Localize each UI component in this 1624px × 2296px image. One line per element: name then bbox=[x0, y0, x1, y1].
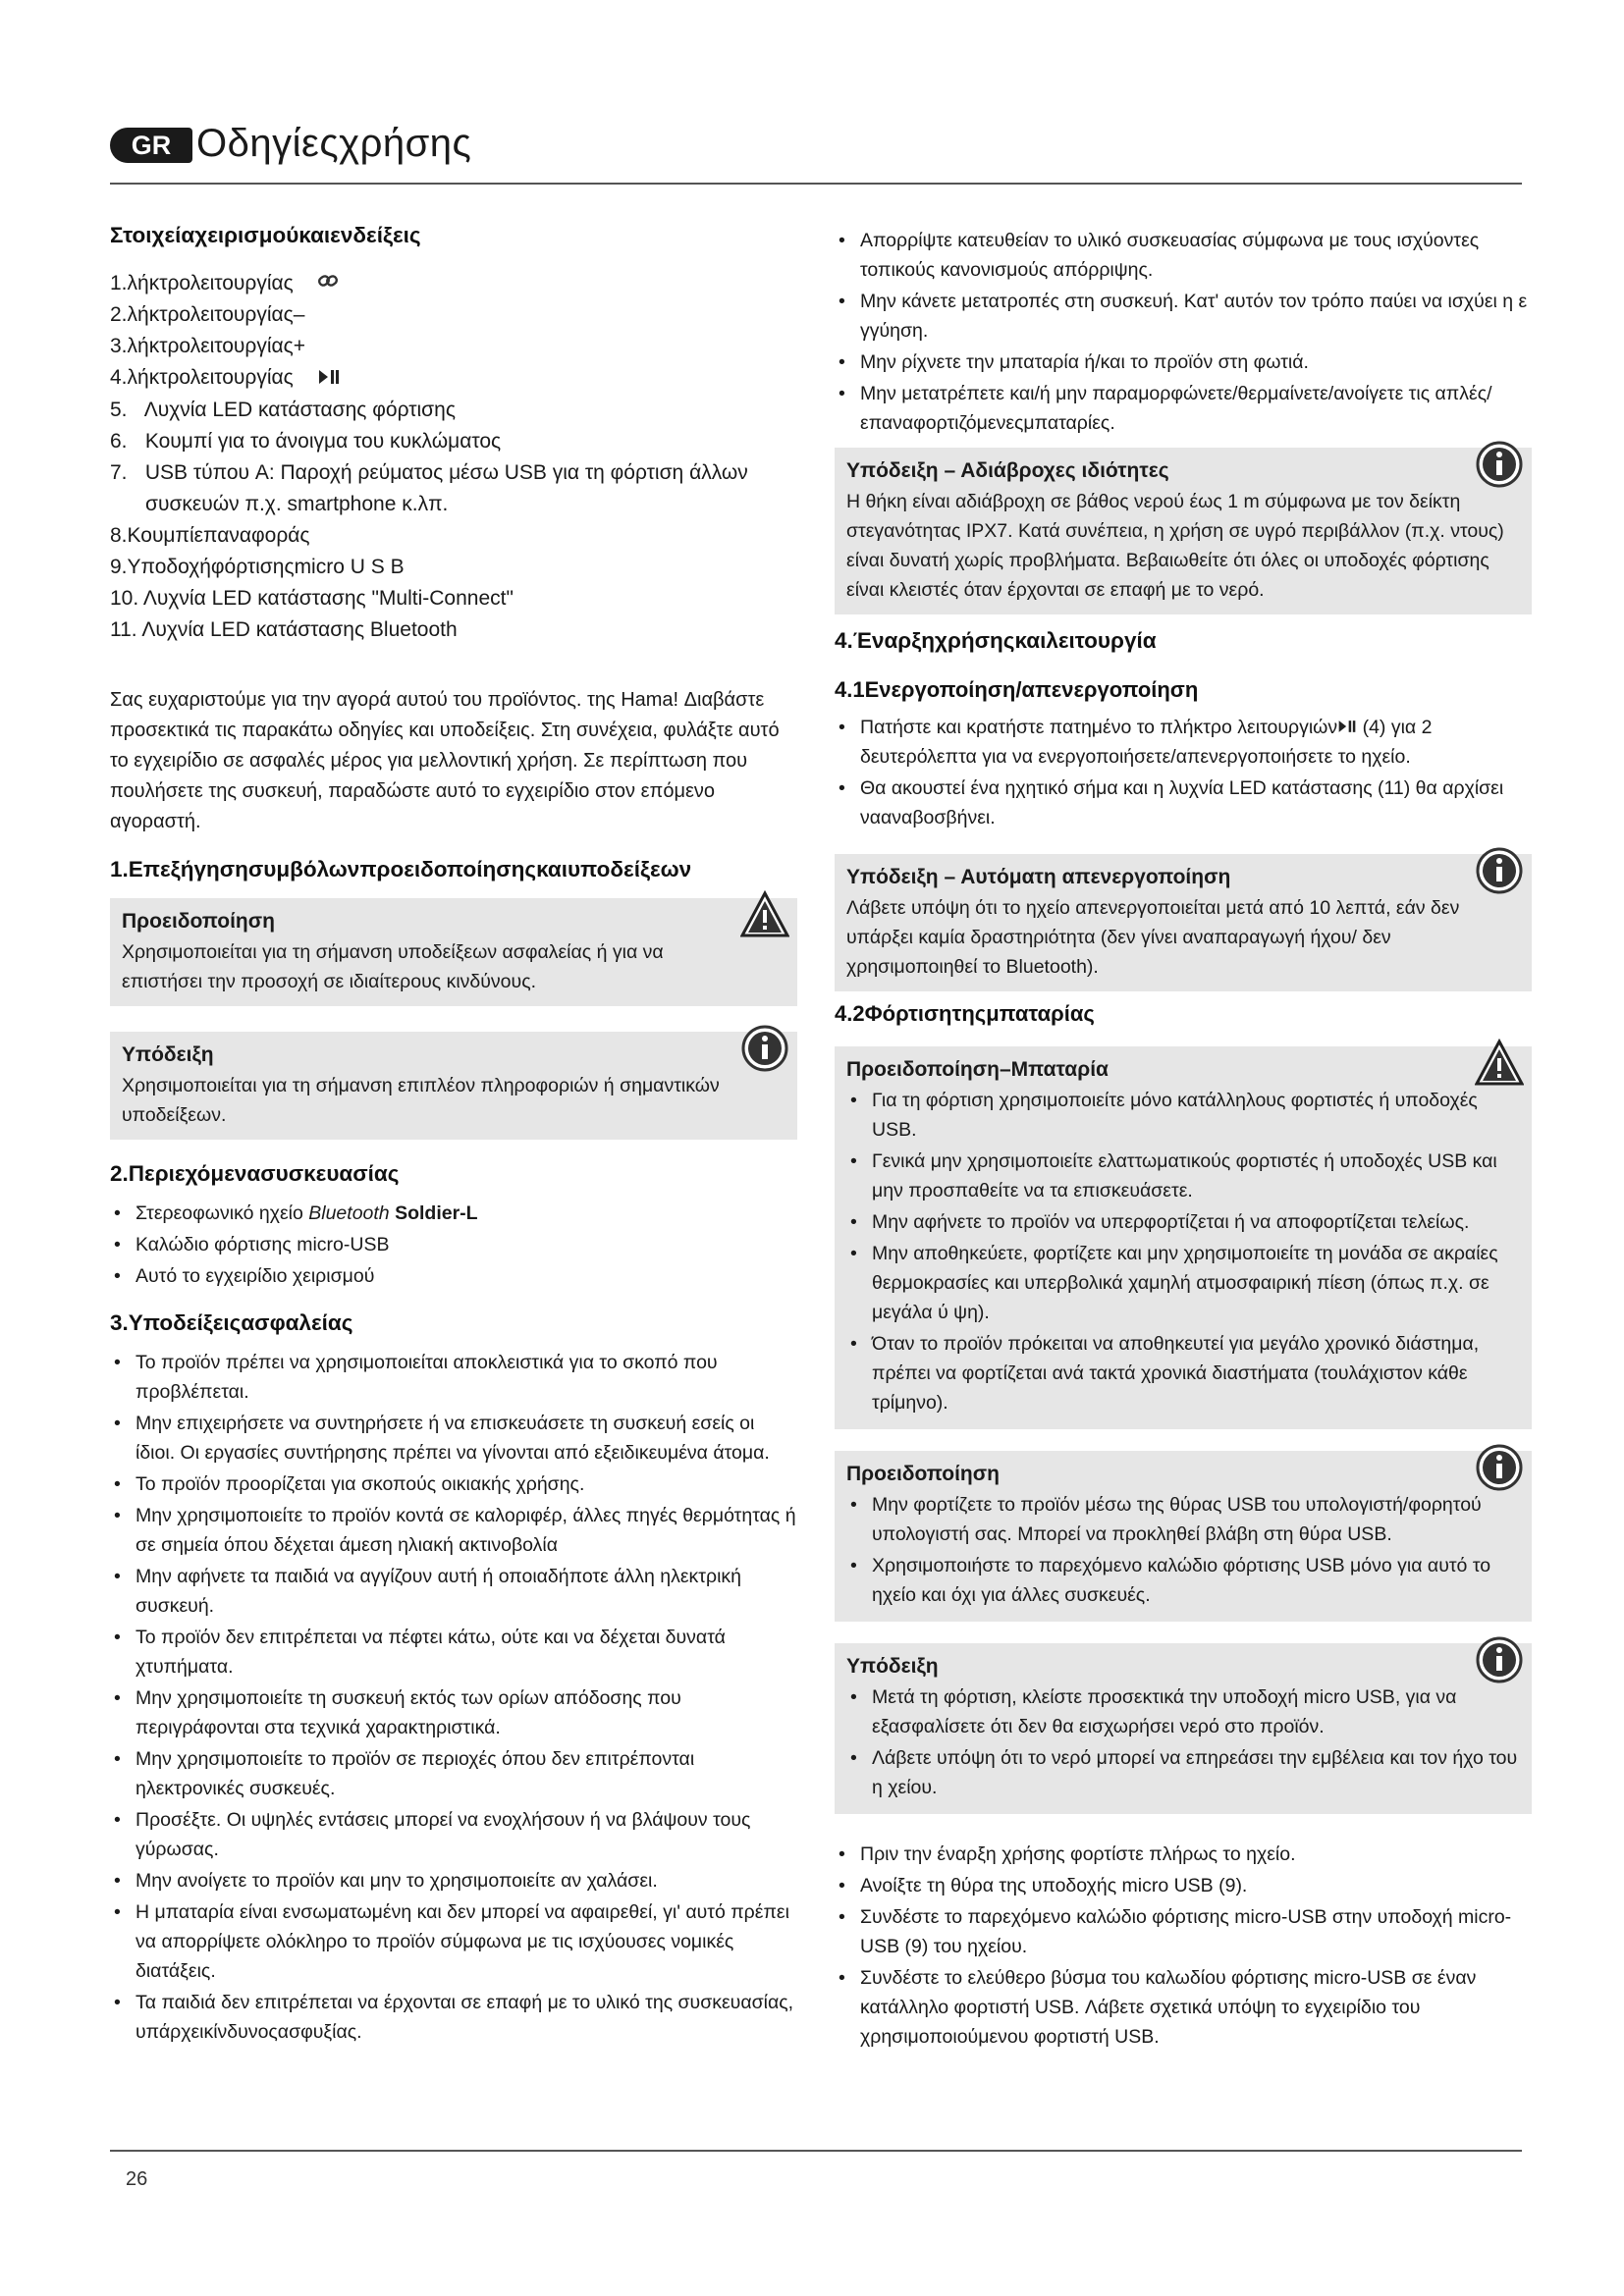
usb-warning-box bbox=[835, 1451, 1532, 1622]
safety-item: • Μην κάνετε μετατροπές στη συσκευή. Κατ' αυτόν τον τρόπο παύει να ισχύει η ε γγύηση. bbox=[835, 287, 1532, 346]
usb-warning-item: • Μην φορτίζετε το προϊόν μέσω της θύρας USB του υπολογιστή/φορητού υπολογιστή σας. Μπορεί να προκληθεί βλάβη στη θύρα USB. bbox=[846, 1490, 1522, 1549]
battery-warning-item: • Όταν το προϊόν πρόκειται να αποθηκευτεί για μεγάλο χρονικό διάστημα, πρέπει να φορτίζεται ανά τακτά χρονικά διαστήματα (τουλάχιστον κάθε τρίμηνο). bbox=[846, 1329, 1522, 1417]
safety-item: • Απορρίψτε κατευθείαν το υλικό συσκευασίας σύμφωνα με τους ισχύοντες τοπικούς κανονισμούς απόρριψης. bbox=[835, 226, 1532, 285]
section-3-heading: 3.Υποδείξειςασφαλείας bbox=[110, 1309, 353, 1335]
auto-off-note-box bbox=[835, 854, 1532, 991]
usb-warning-item: • Χρησιμοποιήστε το παρεχόμενο καλώδιο φόρτισης USB μόνο για αυτό το ηχείο και όχι για άλλες συσκευές. bbox=[846, 1551, 1522, 1610]
section-4-1-heading: 4.1Ενεργοποίηση/απενεργοποίηση bbox=[835, 677, 1199, 702]
right-column bbox=[835, 226, 1532, 2054]
charging-step: • Ανοίξτε τη θύρα της υποδοχής micro USB (9). bbox=[835, 1871, 1532, 1900]
safety-list bbox=[110, 1348, 797, 2047]
safety-list-continued bbox=[835, 226, 1532, 438]
warning-title: Προειδοποίηση bbox=[122, 909, 275, 933]
safety-item: • Μην επιχειρήσετε να συντηρήσετε ή να επισκευάσετε τη συσκευή εσείς οι ίδιοι. Οι εργασίες συντήρησης πρέπει να γίνονται από εξειδικευμένα άτομα. bbox=[110, 1409, 797, 1468]
waterproof-text: Η θήκη είναι αδιάβροχη σε βάθος νερού έως 1 m σύμφωνα με τον δείκτη στεγανότητας IPX7. Κατά συνέπεια, η χρήση σε υγρό περιβάλλον (π.χ. ντους) είναι δυνατή χωρίς προβλήματα. Βεβαιωθείτε ότι όλες οι υποδοχές φόρτισης είναι κλειστές όταν έρχονται σε επαφή με το νερό. bbox=[846, 491, 1504, 601]
safety-item: • Το προϊόν πρέπει να χρησιμοποιείται αποκλειστικά για το σκοπό που προβλέπεται. bbox=[110, 1348, 797, 1407]
charge-note-item: • Μετά τη φόρτιση, κλείστε προσεκτικά την υποδοχή micro USB, για να εξασφαλίσετε ότι δεν θα εισχωρήσει νερό στο προϊόν. bbox=[846, 1682, 1522, 1741]
header-divider bbox=[110, 183, 1522, 185]
package-item: • Στερεοφωνικό ηχείο Bluetooth Soldier-L bbox=[110, 1199, 797, 1228]
control-item: 4.λήκτρολειτουργίας bbox=[110, 362, 797, 394]
play-pause-icon bbox=[1337, 717, 1357, 738]
safety-item: • Μην χρησιμοποιείτε το προϊόν κοντά σε καλοριφέρ, άλλες πηγές θερμότητας ή σε σημεία όπου δέχεται άμεση ηλιακή ακτινοβολία bbox=[110, 1501, 797, 1560]
safety-item: • Προσέξτε. Οι υψηλές εντάσεις μπορεί να ενοχλήσουν ή να βλάψουν τους γύρωσας. bbox=[110, 1805, 797, 1864]
control-item: 6. Κουμπί για το άνοιγμα του κυκλώματος bbox=[110, 429, 502, 453]
control-item: 2.λήκτρολειτουργίας– bbox=[110, 303, 305, 327]
language-badge: GR bbox=[110, 128, 192, 163]
safety-item: • Μην χρησιμοποιείτε το προϊόν σε περιοχές όπου δεν επιτρέπονται ηλεκτρονικές συσκευές. bbox=[110, 1744, 797, 1803]
safety-item: • Η μπαταρία είναι ενσωματωμένη και δεν μπορεί να αφαιρεθεί, γι' αυτό πρέπει να απορρίψετε ολόκληρο το προϊόν σύμφωνα με τις ισχύουσες νομικές διατάξεις. bbox=[110, 1897, 797, 1986]
intro-paragraph: Σας ευχαριστούμε για την αγορά αυτού του προϊόντος. της Hama! Διαβάστε προσεκτικά τις παρακάτω οδηγίες και υποδείξεις. Στη συνέχεια, φυλάξτε αυτό το εγχειρίδιο σε ασφαλές μέρος για μελλοντική χρήση. Σε περίπτωση που πουλήσετε της συσκευή, παραδώστε αυτό το εγχειρίδιο στον επόμενο αγοραστή. bbox=[110, 688, 780, 832]
controls-heading: Στοιχείαχειρισμούκαιενδείξεις bbox=[110, 223, 421, 247]
info-icon bbox=[1475, 1443, 1524, 1492]
charging-step: • Συνδέστε το παρεχόμενο καλώδιο φόρτισης micro-USB στην υποδοχή micro-USB (9) του ηχείου. bbox=[835, 1902, 1532, 1961]
battery-warning-list bbox=[846, 1086, 1522, 1417]
battery-warning-box bbox=[835, 1046, 1532, 1429]
charge-note-box bbox=[835, 1643, 1532, 1814]
waterproof-title: Υπόδειξη – Αδιάβροχες ιδιότητες bbox=[846, 459, 1169, 482]
warning-triangle-icon bbox=[740, 890, 789, 939]
charge-note-item: • Λάβετε υπόψη ότι το νερό μπορεί να επηρεάσει την εμβέλεια και τον ήχο του η χείου. bbox=[846, 1743, 1522, 1802]
warning-box bbox=[110, 898, 797, 1006]
info-icon bbox=[1475, 846, 1524, 895]
waterproof-note-box bbox=[835, 448, 1532, 614]
section-4-heading: 4.Έναρξηχρήσηςκαιλειτουργία bbox=[835, 628, 1157, 653]
page-header bbox=[110, 116, 1522, 185]
note-text: Χρησιμοποιείται για τη σήμανση επιπλέον πληροφοριών ή σημαντικών υποδείξεων. bbox=[122, 1074, 720, 1126]
left-column bbox=[110, 221, 797, 2049]
battery-warning-item: • Για τη φόρτιση χρησιμοποιείτε μόνο κατάλληλους φορτιστές ή υποδοχές USB. bbox=[846, 1086, 1522, 1145]
safety-item: • Μην αφήνετε τα παιδιά να αγγίζουν αυτή ή οποιαδήποτε άλλη ηλεκτρική συσκευή. bbox=[110, 1562, 797, 1621]
info-icon bbox=[1475, 1635, 1524, 1684]
power-list bbox=[835, 713, 1532, 832]
control-item: 5. Λυχνία LED κατάστασης φόρτισης bbox=[110, 398, 456, 421]
info-icon bbox=[740, 1024, 789, 1073]
page-number: 26 bbox=[126, 2168, 148, 2190]
package-item: • Καλώδιο φόρτισης micro-USB bbox=[110, 1230, 797, 1259]
control-item: 11. Λυχνία LED κατάστασης Bluetooth bbox=[110, 617, 458, 641]
safety-item: • Το προϊόν δεν επιτρέπεται να πέφτει κάτω, ούτε και να δέχεται δυνατά χτυπήματα. bbox=[110, 1623, 797, 1682]
control-item-continued: συσκευών π.χ. smartphone κ.λπ. bbox=[145, 492, 449, 515]
power-item: • Θα ακουστεί ένα ηχητικό σήμα και η λυχνία LED κατάστασης (11) θα αρχίσει νααναβοσβήνει. bbox=[835, 774, 1532, 832]
section-4-2-heading: 4.2Φόρτισητηςμπαταρίας bbox=[835, 1001, 1095, 1026]
page-title: Οδηγίεςχρήσης bbox=[196, 122, 472, 165]
warning-triangle-icon bbox=[1475, 1039, 1524, 1088]
control-item: 7. USB τύπου A: Παροχή ρεύματος μέσω USB για τη φόρτιση άλλων bbox=[110, 460, 748, 484]
safety-item: • Το προϊόν προορίζεται για σκοπούς οικιακής χρήσης. bbox=[110, 1469, 797, 1499]
safety-item: • Μην μετατρέπετε και/ή μην παραμορφώνετε/θερμαίνετε/ανοίγετε τις απλές/ επαναφορτιζόμενεςμπαταρίες. bbox=[835, 379, 1532, 438]
play-pause-icon bbox=[317, 363, 341, 395]
battery-warning-title: Προειδοποίηση–Μπαταρία bbox=[846, 1058, 1109, 1081]
package-item: • Αυτό το εγχειρίδιο χειρισμού bbox=[110, 1261, 797, 1291]
note-title: Υπόδειξη bbox=[122, 1042, 214, 1066]
usb-warning-title: Προειδοποίηση bbox=[846, 1463, 1000, 1485]
control-item: 9.Υποδοχήφόρτισηςmicro U S B bbox=[110, 555, 405, 578]
charge-note-list bbox=[846, 1682, 1522, 1802]
charge-note-title: Υπόδειξη bbox=[846, 1655, 939, 1678]
charging-steps-list bbox=[835, 1840, 1532, 2052]
usb-warning-list bbox=[846, 1490, 1522, 1610]
link-icon bbox=[317, 268, 339, 299]
battery-warning-item: • Μην αποθηκεύετε, φορτίζετε και μην χρησιμοποιείτε τη μονάδα σε ακραίες θερμοκρασίες και υπερβολικά χαμηλή ατμοσφαιρική πίεση (όπως π.χ. σε μεγάλα ύ ψη). bbox=[846, 1239, 1522, 1327]
control-item: 3.λήκτρολειτουργίας+ bbox=[110, 335, 306, 358]
footer-divider bbox=[110, 2150, 1522, 2152]
warning-text: Χρησιμοποιείται για τη σήμανση υποδείξεων ασφαλείας ή για να επιστήσει την προσοχή σε ιδιαίτερους κινδύνους. bbox=[122, 940, 664, 992]
controls-list bbox=[110, 268, 797, 646]
safety-item: • Τα παιδιά δεν επιτρέπεται να έρχονται σε επαφή με το υλικό της συσκευασίας, υπάρχεικίνδυνοςασφυξίας. bbox=[110, 1988, 797, 2047]
charging-step: • Πριν την έναρξη χρήσης φορτίστε πλήρως το ηχείο. bbox=[835, 1840, 1532, 1869]
power-item: • Πατήστε και κρατήστε πατημένο το πλήκτρο λειτουργιών (4) για 2 δευτερόλεπτα για να ενεργοποιήσετε/απενεργοποιήσετε το ηχείο. bbox=[835, 713, 1532, 772]
info-icon bbox=[1475, 440, 1524, 489]
control-item: 10. Λυχνία LED κατάστασης "Multi-Connect" bbox=[110, 586, 514, 610]
charging-step: • Συνδέστε το ελεύθερο βύσμα του καλωδίου φόρτισης micro-USB σε έναν κατάλληλο φορτιστή USB. Λάβετε σχετικά υπόψη το εγχειρίδιο του χρησιμοποιούμενου φορτιστή USB. bbox=[835, 1963, 1532, 2052]
note-box bbox=[110, 1032, 797, 1140]
battery-warning-item: • Μην αφήνετε το προϊόν να υπερφορτίζεται ή να αποφορτίζεται τελείως. bbox=[846, 1207, 1522, 1237]
control-item: 1.λήκτρολειτουργίας bbox=[110, 268, 797, 299]
auto-off-text: Λάβετε υπόψη ότι το ηχείο απενεργοποιείται μετά από 10 λεπτά, εάν δεν υπάρξει καμία δραστηριότητα (δεν γίνει αναπαραγωγή ήχου/ δεν χρησιμοποιηθεί το Bluetooth). bbox=[846, 897, 1460, 978]
package-list bbox=[110, 1199, 797, 1291]
auto-off-title: Υπόδειξη – Αυτόματη απενεργοποίηση bbox=[846, 866, 1231, 888]
battery-warning-item: • Γενικά μην χρησιμοποιείτε ελαττωματικούς φορτιστές ή υποδοχές USB και μην προσπαθείτε να τα επισκευάσετε. bbox=[846, 1147, 1522, 1205]
section-1-heading: 1.Επεξήγησησυμβόλωνπροειδοποίησηςκαιυποδείξεων bbox=[110, 856, 692, 881]
safety-item: • Μην χρησιμοποιείτε τη συσκευή εκτός των ορίων απόδοσης που περιγράφονται στα τεχνικά χαρακτηριστικά. bbox=[110, 1683, 797, 1742]
safety-item: • Μην ανοίγετε το προϊόν και μην το χρησιμοποιείτε αν χαλάσει. bbox=[110, 1866, 797, 1896]
safety-item: • Μην ρίχνετε την μπαταρία ή/και το προϊόν στη φωτιά. bbox=[835, 347, 1532, 377]
control-item: 8.Κουμπίεπαναφοράς bbox=[110, 523, 310, 547]
section-2-heading: 2.Περιεχόμενασυσκευασίας bbox=[110, 1160, 400, 1186]
